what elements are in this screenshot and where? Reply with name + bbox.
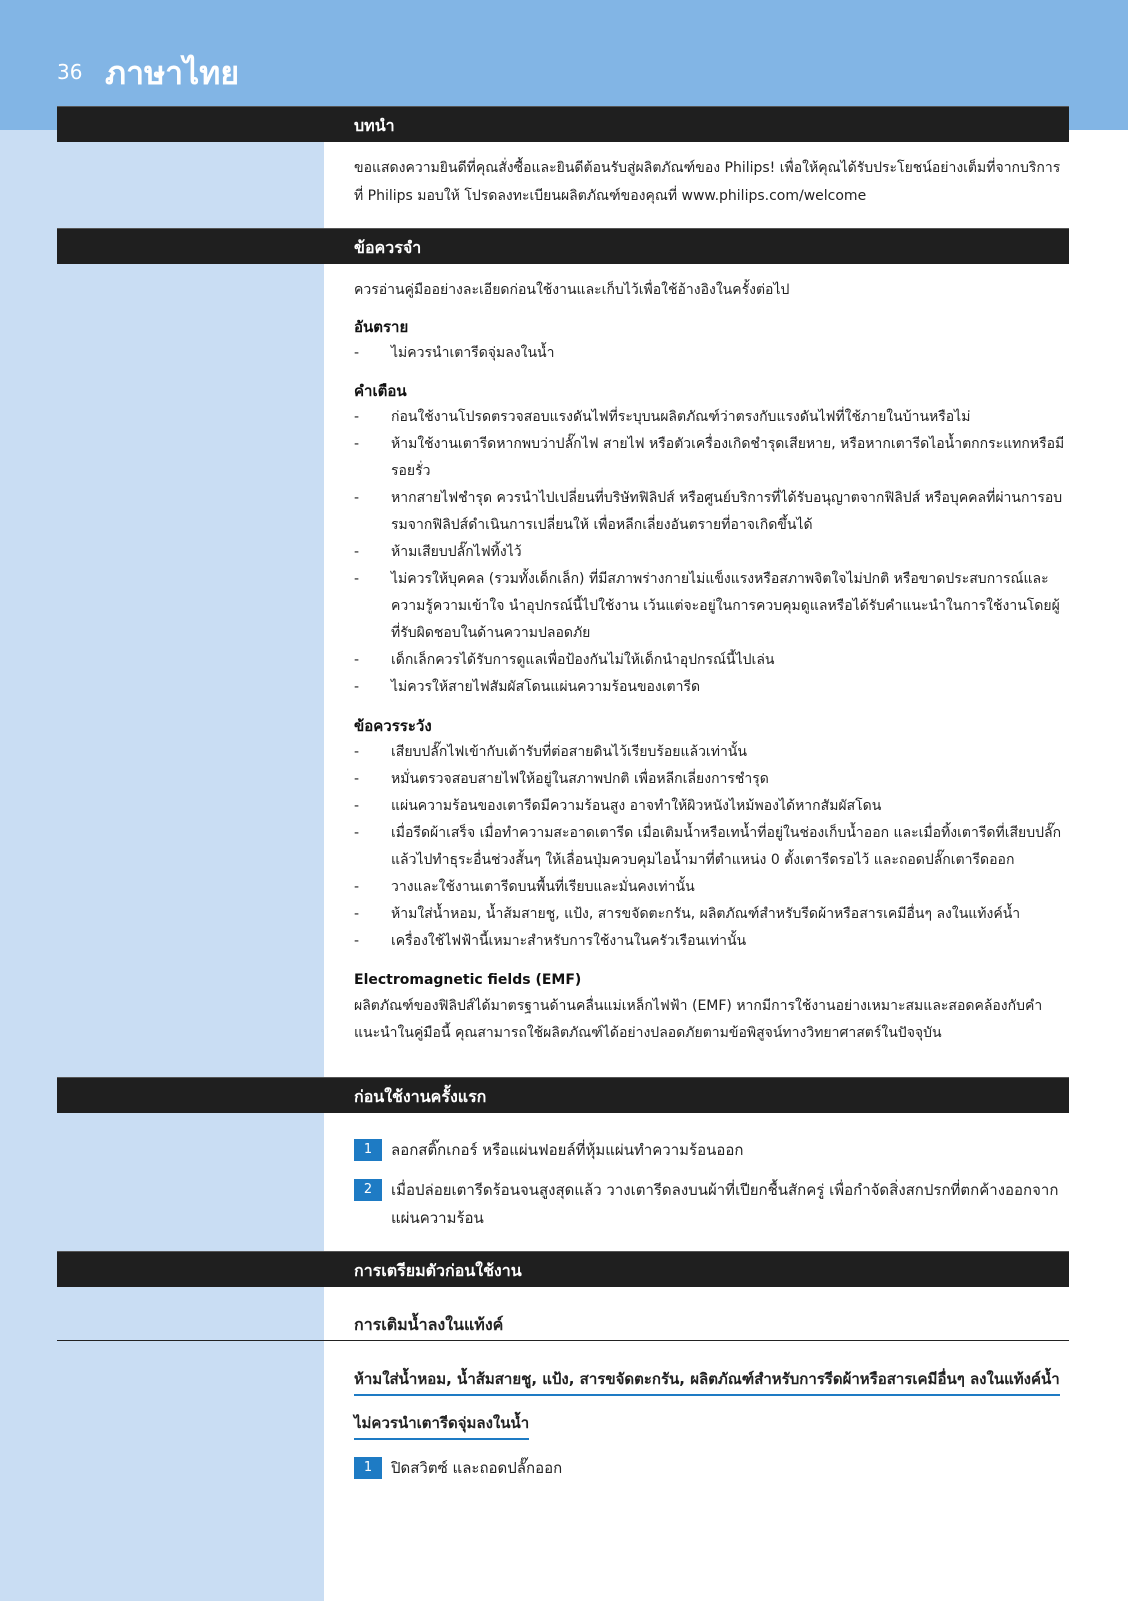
step-text: เมื่อปล่อยเตารีดร้อนจนสูงสุดแล้ว วางเตารีดลงบนผ้าที่เปียกชื้นสักครู่ เพื่อกำจัดสิ่งสกปรกที่ตกค้างออกจากแผ่นความร้อน xyxy=(391,1181,1059,1227)
warning-line xyxy=(354,1366,1069,1396)
warning-line-text: ห้ามใส่น้ำหอม, น้ำส้มสายชู, แป้ง, สารขจัดตะกรัน, ผลิตภัณฑ์สำหรับการรีดผ้าหรือสารเคมีอื่นๆ ลงในแท้งค์น้ำ xyxy=(354,1366,1060,1396)
list-item: - ไม่ควรนำเตารีดจุ่มลงในน้ำ xyxy=(354,340,1069,367)
list-item: - เครื่องใช้ไฟฟ้านี้เหมาะสำหรับการใช้งานในครัวเรือนเท่านั้น xyxy=(354,928,1069,955)
step-number: 1 xyxy=(354,1457,382,1479)
danger-list xyxy=(354,340,1069,367)
list-item: - เด็กเล็กควรได้รับการดูแลเพื่อป้องกันไม่ให้เด็กนำอุปกรณ์นี้ไปเล่น xyxy=(354,647,1069,674)
caution-list xyxy=(354,739,1069,955)
section-title-important: ข้อควรจำ xyxy=(354,238,422,257)
section-bar-intro xyxy=(57,106,1069,142)
step-text: ลอกสติ๊กเกอร์ หรือแผ่นฟอยล์ที่หุ้มแผ่นทำความร้อนออก xyxy=(391,1141,744,1159)
section-bar-important xyxy=(57,228,1069,264)
list-item: - ห้ามเสียบปลั๊กไฟทิ้งไว้ xyxy=(354,539,1069,566)
section-title-preparing: การเตรียมตัวก่อนใช้งาน xyxy=(354,1261,522,1280)
step-item xyxy=(354,1136,1069,1164)
list-item: - ห้ามใช้งานเตารีดหากพบว่าปลั๊กไฟ สายไฟ หรือตัวเครื่องเกิดชำรุดเสียหาย, หรือหากเตารีดไอน้ำตกกระแทกหรือมีรอยรั่ว xyxy=(354,431,1069,485)
emf-text: ผลิตภัณฑ์ของฟิลิปส์ได้มาตรฐานด้านคลื่นแม่เหล็กไฟฟ้า (EMF) หากมีการใช้งานอย่างเหมาะสมและสอดคล้องกับคำแนะนำในคู่มือนี้ คุณสามารถใช้ผลิตภัณฑ์ได้อย่างปลอดภัยตามข้อพิสูจน์ทางวิทยาศาสตร์ในปัจจุบัน xyxy=(354,998,1043,1041)
step-item xyxy=(354,1176,1069,1232)
section-title-intro: บทนำ xyxy=(354,116,395,135)
caution-heading: ข้อควรระวัง xyxy=(354,717,432,735)
danger-heading: อันตราย xyxy=(354,318,409,336)
list-item: - หากสายไฟชำรุด ควรนำไปเปลี่ยนที่บริษัทฟิลิปส์ หรือศูนย์บริการที่ได้รับอนุญาตจากฟิลิปส์ หรือบุคคลที่ผ่านการอบรมจากฟิลิปส์ดำเนินการเปลี่ยนให้ เพื่อหลีกเลี่ยงอันตรายที่อาจเกิดขึ้นได้ xyxy=(354,485,1069,539)
list-item: - เมื่อรีดผ้าเสร็จ เมื่อทำความสะอาดเตารีด เมื่อเติมน้ำหรือเทน้ำที่อยู่ในช่องเก็บน้ำออก และเมื่อทิ้งเตารีดที่เสียบปลั๊กแล้วไปทำธุระอื่นช่วงสั้นๆ ให้เลื่อนปุ่มควบคุมไอน้ำมาที่ตำแหน่ง 0 ตั้งเตารีดรอไว้ และถอดปลั๊กเตารีดออก xyxy=(354,820,1069,874)
important-text: ควรอ่านคู่มืออย่างละเอียดก่อนใช้งานและเก็บไว้เพื่อใช้อ้างอิงในครั้งต่อไป xyxy=(354,282,790,298)
subheading-text: การเติมน้ำลงในแท้งค์ xyxy=(354,1315,504,1334)
list-item: - เสียบปลั๊กไฟเข้ากับเต้ารับที่ต่อสายดินไว้เรียบร้อยแล้วเท่านั้น xyxy=(354,739,1069,766)
list-item: - ไม่ควรให้สายไฟสัมผัสโดนแผ่นความร้อนของเตารีด xyxy=(354,674,1069,701)
page-number: 36 xyxy=(57,60,83,84)
warning-heading: คำเตือน xyxy=(354,382,407,400)
section-bar-first-use xyxy=(57,1077,1069,1113)
list-item: - ก่อนใช้งานโปรดตรวจสอบแรงดันไฟที่ระบุบนผลิตภัณฑ์ว่าตรงกับแรงดันไฟที่ใช้ภายในบ้านหรือไม่ xyxy=(354,404,1069,431)
language-title: ภาษาไทย xyxy=(105,54,240,92)
subheading-fill-tank xyxy=(57,1310,1069,1341)
step-number: 1 xyxy=(354,1139,382,1161)
step-item xyxy=(354,1454,1069,1482)
intro-content xyxy=(354,154,1069,210)
important-content xyxy=(354,276,1069,1047)
list-item: - วางและใช้งานเตารีดบนพื้นที่เรียบและมั่นคงเท่านั้น xyxy=(354,874,1069,901)
step-text: ปิดสวิตซ์ และถอดปลั๊กออก xyxy=(391,1459,563,1477)
warning-list xyxy=(354,404,1069,701)
list-item: - ไม่ควรให้บุคคล (รวมทั้งเด็กเล็ก) ที่มีสภาพร่างกายไม่แข็งแรงหรือสภาพจิตใจไม่ปกติ หรือขาดประสบการณ์และความรู้ความเข้าใจ นำอุปกรณ์นี้ไปใช้งาน เว้นแต่จะอยู่ในการควบคุมดูแลหรือได้รับคำแนะนำในการใช้งานโดยผู้ที่รับผิดชอบในด้านความปลอดภัย xyxy=(354,566,1069,647)
preparing-content xyxy=(354,1366,1069,1482)
list-item: - หมั่นตรวจสอบสายไฟให้อยู่ในสภาพปกติ เพื่อหลีกเลี่ยงการชำรุด xyxy=(354,766,1069,793)
list-item: - แผ่นความร้อนของเตารีดมีความร้อนสูง อาจทำให้ผิวหนังไหม้พองได้หากสัมผัสโดน xyxy=(354,793,1069,820)
left-margin-column xyxy=(0,130,324,1601)
first-use-content xyxy=(354,1136,1069,1232)
section-bar-preparing xyxy=(57,1251,1069,1287)
step-number: 2 xyxy=(354,1179,382,1201)
intro-text: ขอแสดงความยินดีที่คุณสั่งซื้อและยินดีต้อนรับสู่ผลิตภัณฑ์ของ Philips! เพื่อให้คุณได้รับประโยชน์อย่างเต็มที่จากบริการที่ Philips มอบให้ โปรดลงทะเบียนผลิตภัณฑ์ของคุณที่ www.philips.com/welcome xyxy=(354,160,1061,204)
emf-heading: Electromagnetic fields (EMF) xyxy=(354,972,582,988)
warning-line xyxy=(354,1410,1069,1440)
list-item: - ห้ามใส่น้ำหอม, น้ำส้มสายชู, แป้ง, สารขจัดตะกรัน, ผลิตภัณฑ์สำหรับรีดผ้าหรือสารเคมีอื่นๆ ลงในแท้งค์น้ำ xyxy=(354,901,1069,928)
section-title-first-use: ก่อนใช้งานครั้งแรก xyxy=(354,1087,487,1106)
warning-line-text: ไม่ควรนำเตารีดจุ่มลงในน้ำ xyxy=(354,1410,529,1440)
